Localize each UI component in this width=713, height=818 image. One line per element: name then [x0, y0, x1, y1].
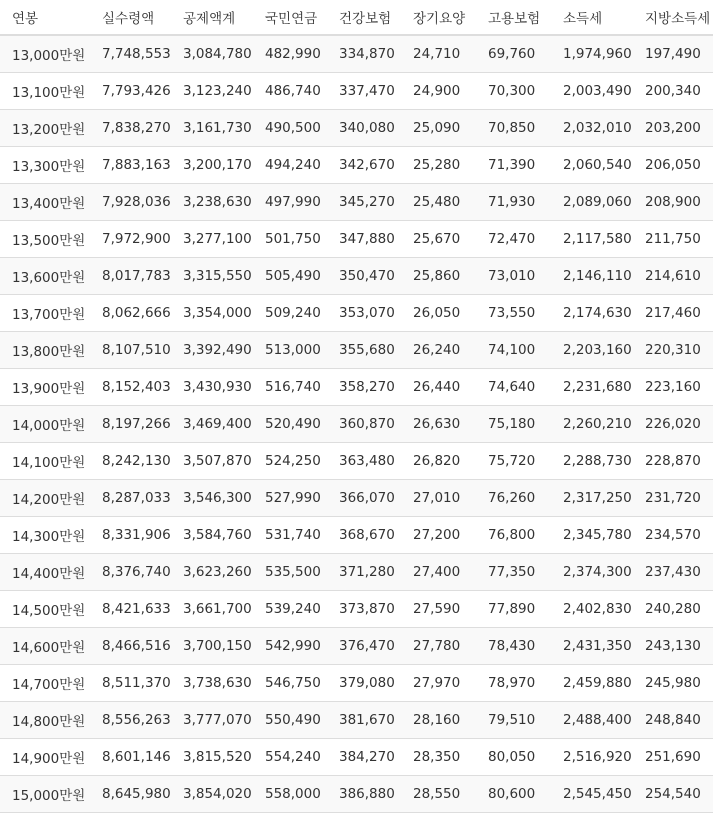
cell-salary: 14,200만원: [0, 480, 90, 517]
cell-long-term-care: 28,350: [401, 739, 476, 776]
cell-health-insurance: 358,270: [327, 369, 401, 406]
cell-net-pay: 8,017,783: [90, 258, 171, 295]
cell-net-pay: 8,152,403: [90, 369, 171, 406]
table-row: [0, 258, 713, 295]
cell-local-income-tax: 228,870: [633, 443, 713, 480]
table-row: [0, 776, 713, 813]
cell-national-pension: 501,750: [253, 221, 327, 258]
cell-national-pension: 520,490: [253, 406, 327, 443]
cell-local-income-tax: 237,430: [633, 554, 713, 591]
cell-income-tax: 2,431,350: [551, 628, 633, 665]
cell-health-insurance: 379,080: [327, 665, 401, 702]
cell-national-pension: 490,500: [253, 110, 327, 147]
table-row: [0, 184, 713, 221]
cell-long-term-care: 26,630: [401, 406, 476, 443]
cell-employment-insurance: 77,350: [476, 554, 551, 591]
cell-net-pay: 8,107,510: [90, 332, 171, 369]
cell-employment-insurance: 76,260: [476, 480, 551, 517]
cell-health-insurance: 371,280: [327, 554, 401, 591]
cell-income-tax: 2,231,680: [551, 369, 633, 406]
cell-employment-insurance: 78,430: [476, 628, 551, 665]
cell-long-term-care: 25,480: [401, 184, 476, 221]
cell-health-insurance: 373,870: [327, 591, 401, 628]
cell-health-insurance: 384,270: [327, 739, 401, 776]
cell-income-tax: 1,974,960: [551, 35, 633, 73]
cell-national-pension: 531,740: [253, 517, 327, 554]
cell-local-income-tax: 248,840: [633, 702, 713, 739]
cell-national-pension: 539,240: [253, 591, 327, 628]
cell-health-insurance: 376,470: [327, 628, 401, 665]
cell-income-tax: 2,203,160: [551, 332, 633, 369]
cell-total-deduction: 3,700,150: [171, 628, 253, 665]
cell-income-tax: 2,260,210: [551, 406, 633, 443]
cell-employment-insurance: 76,800: [476, 517, 551, 554]
cell-long-term-care: 27,400: [401, 554, 476, 591]
cell-salary: 14,400만원: [0, 554, 90, 591]
cell-salary: 14,100만원: [0, 443, 90, 480]
cell-long-term-care: 26,240: [401, 332, 476, 369]
column-header-local-income-tax: 지방소득세: [633, 0, 713, 35]
cell-total-deduction: 3,430,930: [171, 369, 253, 406]
table-row: [0, 665, 713, 702]
cell-national-pension: 554,240: [253, 739, 327, 776]
cell-national-pension: 486,740: [253, 73, 327, 110]
table-body: [0, 35, 713, 813]
cell-salary: 13,400만원: [0, 184, 90, 221]
cell-employment-insurance: 74,640: [476, 369, 551, 406]
cell-income-tax: 2,545,450: [551, 776, 633, 813]
cell-income-tax: 2,345,780: [551, 517, 633, 554]
cell-net-pay: 7,748,553: [90, 35, 171, 73]
cell-long-term-care: 25,670: [401, 221, 476, 258]
cell-total-deduction: 3,315,550: [171, 258, 253, 295]
cell-salary: 14,000만원: [0, 406, 90, 443]
cell-salary: 13,500만원: [0, 221, 90, 258]
table-row: [0, 147, 713, 184]
cell-local-income-tax: 240,280: [633, 591, 713, 628]
cell-income-tax: 2,174,630: [551, 295, 633, 332]
cell-national-pension: 527,990: [253, 480, 327, 517]
cell-salary: 14,300만원: [0, 517, 90, 554]
table-row: [0, 739, 713, 776]
table-row: [0, 628, 713, 665]
cell-health-insurance: 342,670: [327, 147, 401, 184]
cell-long-term-care: 27,200: [401, 517, 476, 554]
cell-local-income-tax: 243,130: [633, 628, 713, 665]
cell-local-income-tax: 245,980: [633, 665, 713, 702]
cell-total-deduction: 3,161,730: [171, 110, 253, 147]
cell-income-tax: 2,402,830: [551, 591, 633, 628]
cell-total-deduction: 3,777,070: [171, 702, 253, 739]
cell-income-tax: 2,488,400: [551, 702, 633, 739]
cell-total-deduction: 3,277,100: [171, 221, 253, 258]
column-header-health-insurance: 건강보험: [327, 0, 401, 35]
column-header-long-term-care: 장기요양: [401, 0, 476, 35]
cell-salary: 13,600만원: [0, 258, 90, 295]
cell-national-pension: 546,750: [253, 665, 327, 702]
cell-national-pension: 516,740: [253, 369, 327, 406]
table-row: [0, 554, 713, 591]
cell-income-tax: 2,117,580: [551, 221, 633, 258]
cell-health-insurance: 350,470: [327, 258, 401, 295]
table-row: [0, 591, 713, 628]
cell-employment-insurance: 72,470: [476, 221, 551, 258]
cell-employment-insurance: 70,300: [476, 73, 551, 110]
cell-health-insurance: 368,670: [327, 517, 401, 554]
cell-long-term-care: 26,440: [401, 369, 476, 406]
cell-local-income-tax: 214,610: [633, 258, 713, 295]
cell-net-pay: 8,601,146: [90, 739, 171, 776]
cell-long-term-care: 24,710: [401, 35, 476, 73]
table-row: [0, 295, 713, 332]
header-row: [0, 0, 713, 35]
cell-employment-insurance: 71,930: [476, 184, 551, 221]
cell-salary: 13,700만원: [0, 295, 90, 332]
cell-long-term-care: 27,590: [401, 591, 476, 628]
cell-employment-insurance: 80,600: [476, 776, 551, 813]
cell-net-pay: 8,376,740: [90, 554, 171, 591]
cell-health-insurance: 347,880: [327, 221, 401, 258]
cell-local-income-tax: 226,020: [633, 406, 713, 443]
cell-local-income-tax: 208,900: [633, 184, 713, 221]
cell-total-deduction: 3,507,870: [171, 443, 253, 480]
cell-health-insurance: 360,870: [327, 406, 401, 443]
cell-total-deduction: 3,084,780: [171, 35, 253, 73]
cell-income-tax: 2,032,010: [551, 110, 633, 147]
cell-net-pay: 8,511,370: [90, 665, 171, 702]
cell-employment-insurance: 70,850: [476, 110, 551, 147]
cell-health-insurance: 334,870: [327, 35, 401, 73]
cell-net-pay: 7,838,270: [90, 110, 171, 147]
column-header-national-pension: 국민연금: [253, 0, 327, 35]
cell-salary: 14,700만원: [0, 665, 90, 702]
cell-income-tax: 2,003,490: [551, 73, 633, 110]
cell-local-income-tax: 231,720: [633, 480, 713, 517]
cell-health-insurance: 386,880: [327, 776, 401, 813]
cell-income-tax: 2,146,110: [551, 258, 633, 295]
cell-employment-insurance: 74,100: [476, 332, 551, 369]
cell-income-tax: 2,060,540: [551, 147, 633, 184]
table-row: [0, 369, 713, 406]
cell-employment-insurance: 79,510: [476, 702, 551, 739]
table-row: [0, 480, 713, 517]
cell-salary: 14,600만원: [0, 628, 90, 665]
cell-local-income-tax: 220,310: [633, 332, 713, 369]
table-header: [0, 0, 713, 35]
column-header-income-tax: 소득세: [551, 0, 633, 35]
cell-long-term-care: 27,780: [401, 628, 476, 665]
table-row: [0, 73, 713, 110]
cell-employment-insurance: 73,010: [476, 258, 551, 295]
cell-health-insurance: 381,670: [327, 702, 401, 739]
column-header-employment-insurance: 고용보험: [476, 0, 551, 35]
cell-long-term-care: 28,550: [401, 776, 476, 813]
cell-employment-insurance: 80,050: [476, 739, 551, 776]
cell-salary: 13,100만원: [0, 73, 90, 110]
cell-local-income-tax: 234,570: [633, 517, 713, 554]
cell-long-term-care: 25,860: [401, 258, 476, 295]
cell-salary: 13,300만원: [0, 147, 90, 184]
cell-long-term-care: 25,090: [401, 110, 476, 147]
cell-total-deduction: 3,623,260: [171, 554, 253, 591]
cell-national-pension: 550,490: [253, 702, 327, 739]
cell-income-tax: 2,317,250: [551, 480, 633, 517]
cell-health-insurance: 363,480: [327, 443, 401, 480]
cell-total-deduction: 3,238,630: [171, 184, 253, 221]
cell-net-pay: 8,242,130: [90, 443, 171, 480]
cell-local-income-tax: 223,160: [633, 369, 713, 406]
cell-net-pay: 8,287,033: [90, 480, 171, 517]
cell-national-pension: 535,500: [253, 554, 327, 591]
cell-national-pension: 542,990: [253, 628, 327, 665]
cell-health-insurance: 353,070: [327, 295, 401, 332]
cell-health-insurance: 345,270: [327, 184, 401, 221]
cell-net-pay: 8,197,266: [90, 406, 171, 443]
table-row: [0, 110, 713, 147]
cell-local-income-tax: 211,750: [633, 221, 713, 258]
cell-net-pay: 8,466,516: [90, 628, 171, 665]
cell-employment-insurance: 78,970: [476, 665, 551, 702]
cell-income-tax: 2,459,880: [551, 665, 633, 702]
cell-salary: 14,800만원: [0, 702, 90, 739]
cell-employment-insurance: 77,890: [476, 591, 551, 628]
table-row: [0, 406, 713, 443]
column-header-salary: 연봉: [0, 0, 90, 35]
cell-net-pay: 7,883,163: [90, 147, 171, 184]
cell-total-deduction: 3,546,300: [171, 480, 253, 517]
cell-long-term-care: 24,900: [401, 73, 476, 110]
table-row: [0, 332, 713, 369]
cell-net-pay: 8,062,666: [90, 295, 171, 332]
cell-national-pension: 505,490: [253, 258, 327, 295]
cell-long-term-care: 25,280: [401, 147, 476, 184]
cell-salary: 13,900만원: [0, 369, 90, 406]
cell-national-pension: 524,250: [253, 443, 327, 480]
cell-employment-insurance: 75,180: [476, 406, 551, 443]
cell-total-deduction: 3,469,400: [171, 406, 253, 443]
cell-long-term-care: 27,010: [401, 480, 476, 517]
cell-net-pay: 7,793,426: [90, 73, 171, 110]
cell-national-pension: 494,240: [253, 147, 327, 184]
cell-long-term-care: 27,970: [401, 665, 476, 702]
cell-total-deduction: 3,584,760: [171, 517, 253, 554]
cell-health-insurance: 340,080: [327, 110, 401, 147]
cell-local-income-tax: 200,340: [633, 73, 713, 110]
cell-total-deduction: 3,738,630: [171, 665, 253, 702]
cell-net-pay: 8,331,906: [90, 517, 171, 554]
table-row: [0, 221, 713, 258]
table-row: [0, 443, 713, 480]
table-row: [0, 702, 713, 739]
cell-total-deduction: 3,123,240: [171, 73, 253, 110]
cell-salary: 15,000만원: [0, 776, 90, 813]
cell-total-deduction: 3,661,700: [171, 591, 253, 628]
cell-net-pay: 8,556,263: [90, 702, 171, 739]
cell-health-insurance: 337,470: [327, 73, 401, 110]
cell-total-deduction: 3,815,520: [171, 739, 253, 776]
cell-total-deduction: 3,200,170: [171, 147, 253, 184]
cell-income-tax: 2,288,730: [551, 443, 633, 480]
cell-local-income-tax: 197,490: [633, 35, 713, 73]
table-row: [0, 35, 713, 73]
cell-local-income-tax: 251,690: [633, 739, 713, 776]
cell-total-deduction: 3,854,020: [171, 776, 253, 813]
column-header-total-deduction: 공제액계: [171, 0, 253, 35]
cell-local-income-tax: 254,540: [633, 776, 713, 813]
cell-national-pension: 497,990: [253, 184, 327, 221]
cell-national-pension: 509,240: [253, 295, 327, 332]
cell-salary: 13,800만원: [0, 332, 90, 369]
cell-long-term-care: 26,050: [401, 295, 476, 332]
cell-income-tax: 2,516,920: [551, 739, 633, 776]
cell-national-pension: 558,000: [253, 776, 327, 813]
cell-income-tax: 2,374,300: [551, 554, 633, 591]
cell-local-income-tax: 206,050: [633, 147, 713, 184]
cell-national-pension: 513,000: [253, 332, 327, 369]
cell-income-tax: 2,089,060: [551, 184, 633, 221]
cell-total-deduction: 3,354,000: [171, 295, 253, 332]
cell-employment-insurance: 75,720: [476, 443, 551, 480]
cell-net-pay: 7,928,036: [90, 184, 171, 221]
cell-health-insurance: 355,680: [327, 332, 401, 369]
cell-net-pay: 8,645,980: [90, 776, 171, 813]
column-header-net-pay: 실수령액: [90, 0, 171, 35]
cell-net-pay: 8,421,633: [90, 591, 171, 628]
cell-employment-insurance: 69,760: [476, 35, 551, 73]
cell-salary: 14,900만원: [0, 739, 90, 776]
cell-health-insurance: 366,070: [327, 480, 401, 517]
cell-employment-insurance: 71,390: [476, 147, 551, 184]
cell-salary: 13,200만원: [0, 110, 90, 147]
cell-salary: 14,500만원: [0, 591, 90, 628]
cell-net-pay: 7,972,900: [90, 221, 171, 258]
cell-total-deduction: 3,392,490: [171, 332, 253, 369]
table-row: [0, 517, 713, 554]
cell-employment-insurance: 73,550: [476, 295, 551, 332]
cell-long-term-care: 28,160: [401, 702, 476, 739]
cell-local-income-tax: 203,200: [633, 110, 713, 147]
cell-local-income-tax: 217,460: [633, 295, 713, 332]
cell-long-term-care: 26,820: [401, 443, 476, 480]
cell-national-pension: 482,990: [253, 35, 327, 73]
cell-salary: 13,000만원: [0, 35, 90, 73]
